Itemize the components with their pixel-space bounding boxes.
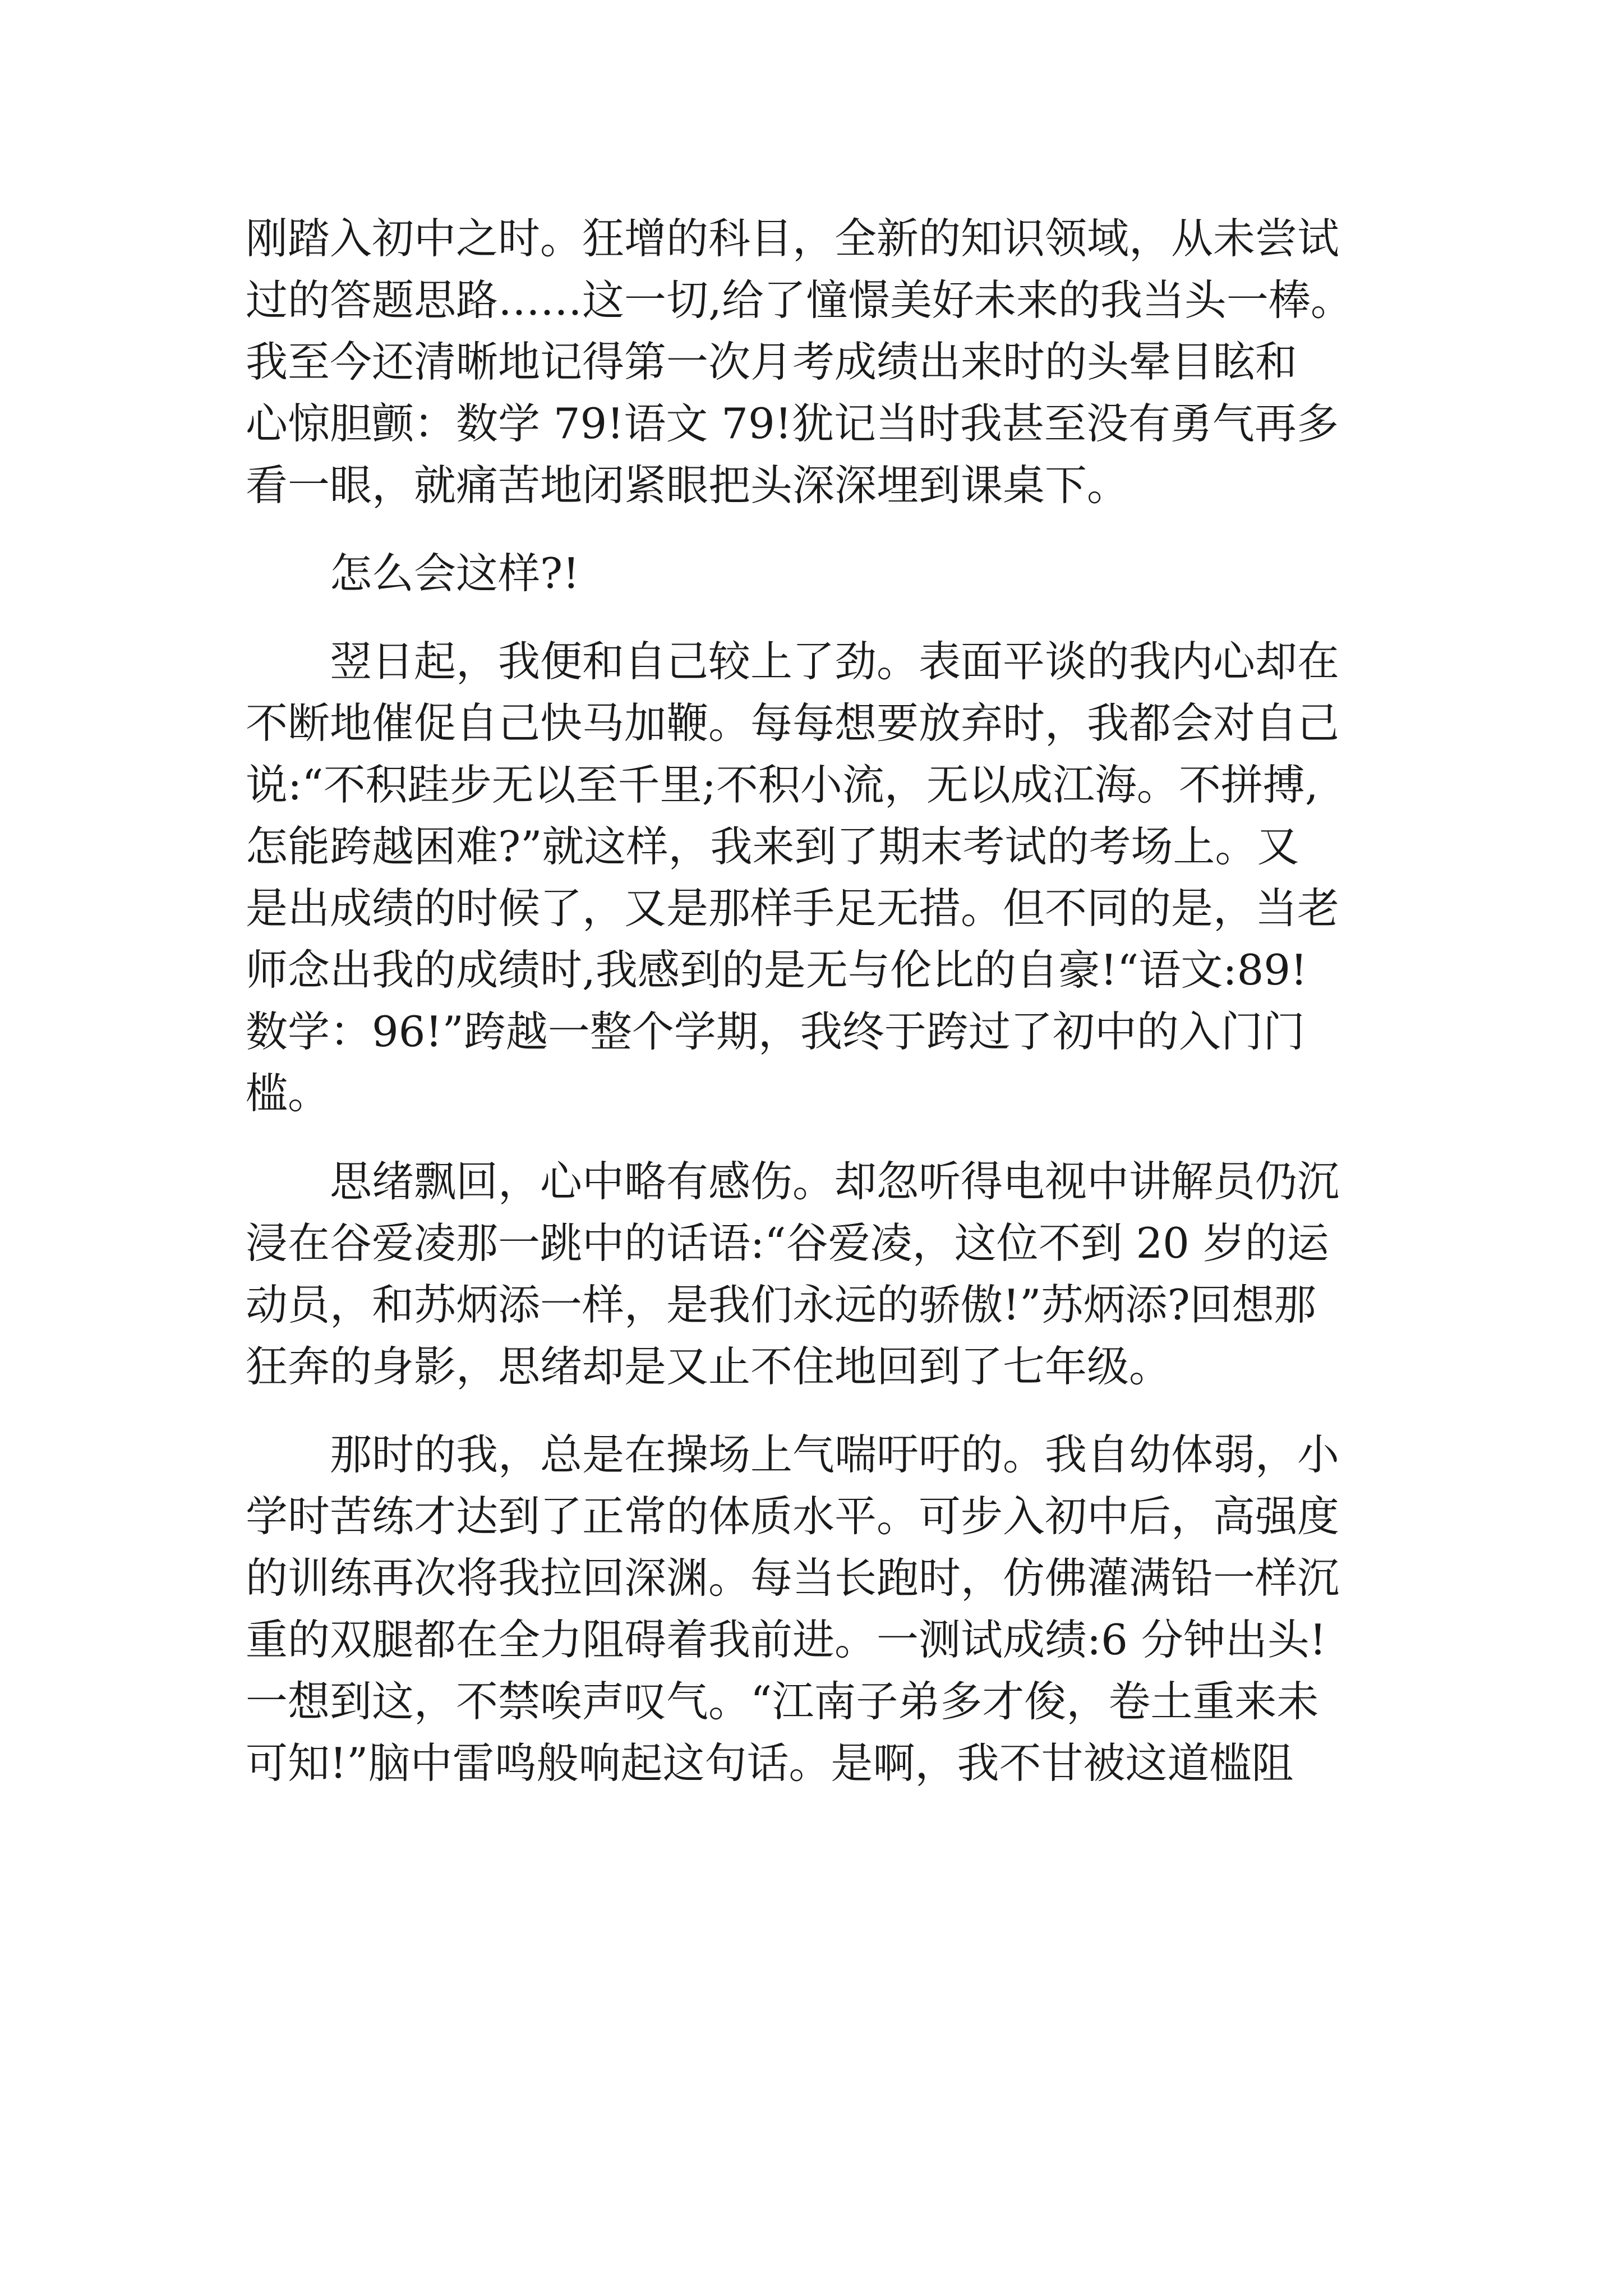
text-line: 过的答题思路……这一切,给了憧憬美好未来的我当头一棒。 — [246, 275, 1353, 325]
text-line: 思绪飘回，心中略有感伤。却忽听得电视中讲解员仍沉 — [330, 1157, 1340, 1206]
text-line: 不断地催促自己快马加鞭。每每想要放弃时，我都会对自己 — [246, 698, 1340, 748]
text-line: 的训练再次将我拉回深渊。每当长跑时，仿佛灌满铅一样沉 — [246, 1553, 1340, 1603]
text-line: 师念出我的成绩时,我感到的是无与伦比的自豪!“语文:89! — [246, 945, 1308, 995]
text-line: 一想到这，不禁唉声叹气。“江南子弟多才俊，卷土重来未 — [246, 1677, 1319, 1726]
text-line: 我至今还清晰地记得第一次月考成绩出来时的头晕目眩和 — [246, 337, 1298, 386]
text-line: 可知!”脑中雷鸣般响起这句话。是啊，我不甘被这道槛阻 — [246, 1738, 1294, 1788]
text-line: 怎么会这样?! — [330, 549, 580, 598]
text-line: 数学：96!”跨越一整个学期，我终于跨过了初中的入门门 — [246, 1007, 1305, 1056]
text-line: 浸在谷爱凌那一跳中的话语:“谷爱凌，这位不到 20 岁的运 — [246, 1218, 1329, 1268]
text-line: 翌日起，我便和自己较上了劲。表面平谈的我内心却在 — [330, 637, 1340, 686]
body-text — [246, 208, 1435, 1794]
text-line: 看一眼，就痛苦地闭紧眼把头深深埋到课桌下。 — [246, 461, 1129, 510]
text-line: 那时的我，总是在操场上气喘吁吁的。我自幼体弱，小 — [330, 1430, 1340, 1479]
text-line: 学时苦练才达到了正常的体质水平。可步入初中后，高强度 — [246, 1492, 1340, 1541]
text-line: 怎能跨越困难?”就这样，我来到了期末考试的考场上。又 — [246, 822, 1299, 871]
text-line: 动员，和苏炳添一样，是我们永远的骄傲!”苏炳添?回想那 — [246, 1280, 1316, 1329]
text-line: 是出成绩的时候了，又是那样手足无措。但不同的是，当老 — [246, 884, 1340, 933]
text-line: 心惊胆颤：数学 79!语文 79!犹记当时我甚至没有勇气再多 — [246, 399, 1339, 448]
text-line: 槛。 — [246, 1069, 330, 1118]
text-line: 重的双腿都在全力阻碍着我前进。一测试成绩:6 分钟出头! — [246, 1615, 1326, 1664]
text-line: 说:“不积跬步无以至千里;不积小流，无以成江海。不拼搏, — [246, 760, 1318, 809]
text-line: 刚踏入初中之时。狂增的科目，全新的知识领域，从未尝试 — [246, 214, 1340, 263]
text-line: 狂奔的身影，思绪却是又止不住地回到了七年级。 — [246, 1342, 1172, 1391]
